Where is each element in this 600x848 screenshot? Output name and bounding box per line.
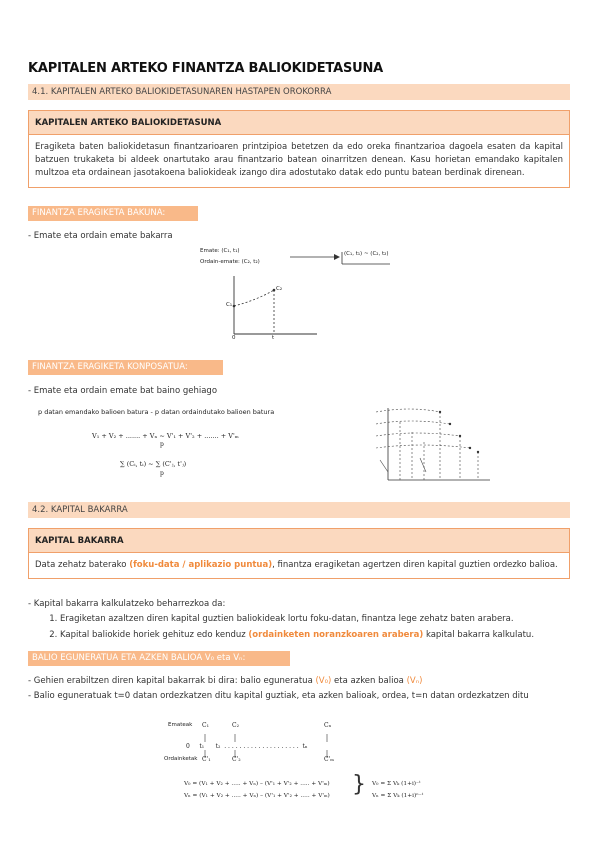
timeline-row1-label: Emateak	[168, 722, 193, 728]
timeline-c1: C₁	[202, 722, 209, 729]
definition-box-baliokidetasuna	[28, 110, 570, 188]
konposatua-line: - Emate eta ordain emate bat baino gehiago	[28, 386, 218, 396]
fig-compound-graph	[360, 402, 500, 494]
formula-r2: Vₙ = Σ Vₖ (1+i)ⁿ⁻ᵗ	[372, 793, 424, 799]
page-title: KAPITALEN ARTEKO FINANTZA BALIOKIDETASUNA	[28, 61, 384, 76]
timeline-axis: 0 t₁ t₂ . . . . . . . . . . . . . . . . . . . . tₙ	[186, 743, 308, 750]
formula-r1: V₀ = Σ Vₖ (1+i)⁻ᵗ	[372, 781, 421, 787]
compound-eq2-sub: p	[160, 470, 164, 477]
fig-t-label: t	[272, 335, 275, 341]
timeline-cp1: C'₁	[202, 756, 211, 763]
balio-line-1: - Gehien erabiltzen diren kapital bakarrak bi dira: balio eguneratua (V₀) eta azken balioa (Vₙ)	[28, 676, 423, 686]
compound-eq1-sub: p	[160, 441, 164, 448]
subheading-bakuna: FINANTZA ERAGIKETA BAKUNA:	[28, 206, 198, 221]
kapital-bakarra-intro: - Kapital bakarra kalkulatzeko beharrezkoa da:	[28, 599, 226, 609]
fig-c1-label: C₁	[226, 302, 233, 308]
timeline-row2-label: Ordainketak	[164, 756, 198, 762]
box-text: Eragiketa baten baliokidetasun finantzarioaren printzipioa betetzen da edo oreka finantzarioa dagoela esaten da kapital batzuen trukaketa bi aldeek onartutako arau finantzario batean oinarritzen denean. Kasu horietan emandako kapitalen multzoa eta ordainean jasotakoena baliokideak izango dira adostutako datak edo puntu batean berdinak direnean.	[35, 142, 563, 179]
section-heading-4-1: 4.1. KAPITALEN ARTEKO BALIOKIDETASUNAREN HASTAPEN OROKORRA	[28, 84, 570, 100]
balio-line-2: - Balio eguneratuak t=0 datan ordezkatzen ditu kapital guztiak, eta azken balioak, ordea, t=n datan ordezkatzen ditu	[28, 691, 529, 701]
fig-ordain-label: Ordain-emate: (C₂, t₂)	[200, 259, 260, 265]
brace-icon: }	[352, 772, 366, 797]
box-title: KAPITALEN ARTEKO BALIOKIDETASUNA	[29, 111, 569, 135]
subheading-konposatua: FINANTZA ERAGIKETA KONPOSATUA:	[28, 360, 223, 375]
timeline-c2: C₂	[232, 722, 239, 729]
formula-vn: Vₙ = (V₁ + V₂ + ..... + Vₙ) – (V'₁ + V'₂ + ..... + V'ₘ)	[184, 793, 330, 799]
compound-caption: p datan emandako balioen batura - p datan ordaindutako balioen batura	[38, 408, 275, 416]
subheading-balio-eguneratua: BALIO EGUNERATUA ETA AZKEN BALIOA V₀ eta Vₙ:	[28, 651, 290, 666]
box-text-highlight: (foku-data / aplikazio puntua)	[129, 560, 273, 570]
compound-eq1: V₁ + V₂ + ....... + Vₙ ~ V'₁ + V'₂ + ....... + V'ₘ	[92, 432, 239, 440]
fig-simple-graph	[222, 272, 322, 342]
bakuna-line: - Emate eta ordain emate bakarra	[28, 231, 173, 241]
fig-result-label: (C₁, t₁) ~ (C₂, t₂)	[344, 251, 389, 257]
definition-box-kapital-bakarra	[28, 528, 570, 579]
list-item: 1. Eragiketan azaltzen diren kapital guztien baliokideak lortu foku-datan, finantza lege zehatz baten arabera.	[60, 611, 534, 627]
timeline-cn: Cₙ	[324, 722, 332, 729]
list-item: 2. Kapital baliokide horiek gehituz edo kenduz (ordainketen noranzkoaren arabera) kapital bakarra kalkulatu.	[60, 627, 534, 643]
section-heading-4-2: 4.2. KAPITAL BAKARRA	[28, 502, 570, 518]
fig-c2-label: C₂	[276, 286, 283, 292]
timeline-cp2: C'₂	[232, 756, 241, 763]
kapital-bakarra-list	[46, 611, 534, 643]
fig-zero-label: 0	[232, 335, 236, 341]
compound-eq2: ∑ (Cᵢ, tᵢ) ~ ∑ (C'ⱼ, t'ⱼ)	[120, 460, 187, 468]
fig-emate-label: Emate: (C₁, t₁)	[200, 248, 240, 254]
box-text: Data zehatz baterako (foku-data / aplikazio puntua), finantza eragiketan agertzen diren kapital guztien ordezko balioa.	[35, 560, 558, 570]
box-title: KAPITAL BAKARRA	[29, 529, 569, 553]
formula-v0: V₀ = (V₁ + V₂ + ..... + Vₙ) – (V'₁ + V'₂ + ..... + V'ₘ)	[184, 781, 330, 787]
timeline-cpn: C'ₘ	[324, 756, 334, 763]
